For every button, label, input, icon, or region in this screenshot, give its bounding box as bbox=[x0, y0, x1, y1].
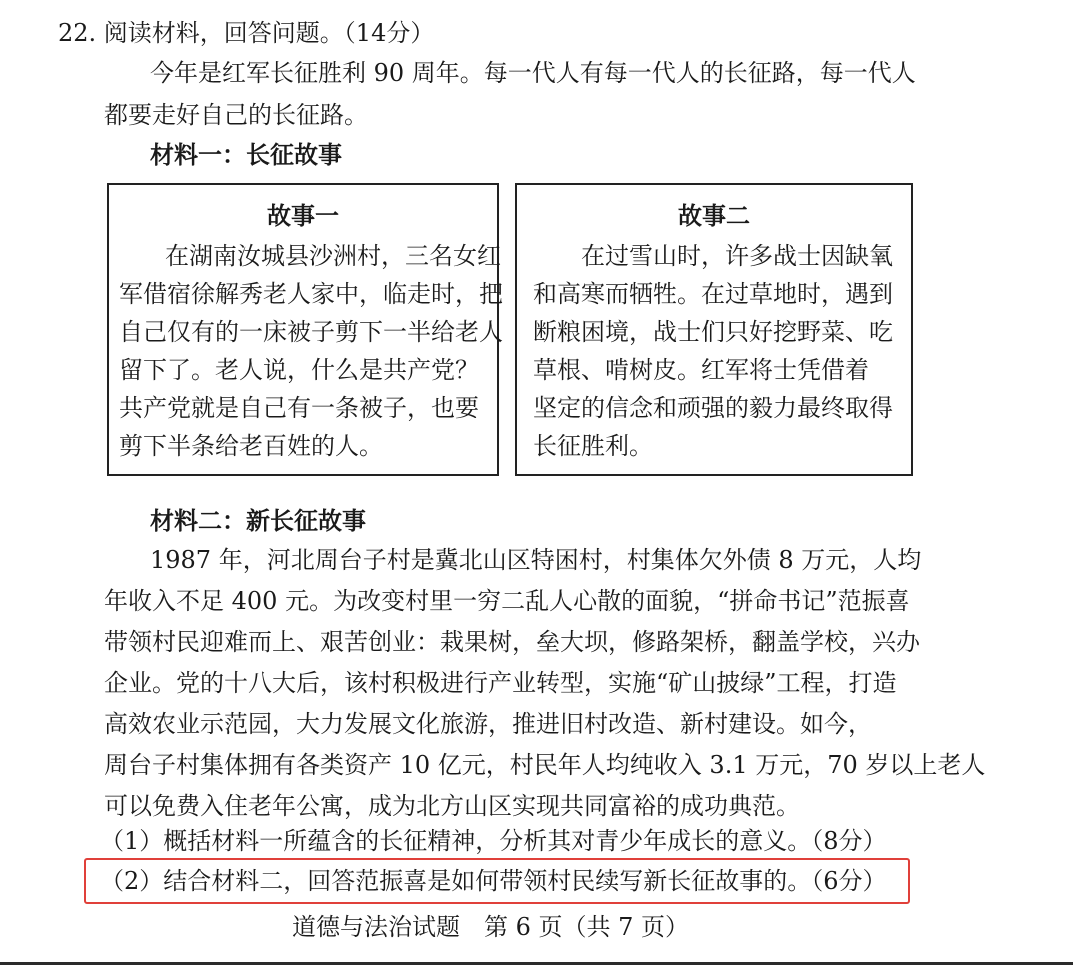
sub-question-1: （1）概括材料一所蕴含的长征精神，分析其对青少年成长的意义。（8分） bbox=[100, 827, 887, 855]
intro-line-1: 今年是红军长征胜利 90 周年。每一代人有每一代人的长征路，每一代人 bbox=[150, 59, 916, 87]
story-two-line-5: 坚定的信念和顽强的毅力最终取得 bbox=[533, 394, 893, 422]
material-two-line-3: 带领村民迎难而上、艰苦创业：栽果树，垒大坝，修路架桥，翻盖学校，兴办 bbox=[104, 628, 920, 656]
story-two-line-3: 断粮困境，战士们只好挖野菜、吃 bbox=[533, 318, 893, 346]
story-two-line-1: 在过雪山时，许多战士因缺氧 bbox=[581, 242, 893, 270]
question-header: 22. 阅读材料，回答问题。（14分） bbox=[58, 19, 435, 47]
story-one-title: 故事一 bbox=[267, 201, 339, 230]
material-two-line-4: 企业。党的十八大后，该村积极进行产业转型，实施“矿山披绿”工程，打造 bbox=[104, 669, 897, 697]
sub-question-2: （2）结合材料二，回答范振喜是如何带领村民续写新长征故事的。（6分） bbox=[100, 867, 887, 895]
material-two-line-1: 1987 年，河北周台子村是冀北山区特困村，村集体欠外债 8 万元，人均 bbox=[150, 546, 922, 574]
material-two-line-7: 可以免费入住老年公寓，成为北方山区实现共同富裕的成功典范。 bbox=[104, 792, 800, 820]
footer-divider bbox=[0, 962, 1073, 965]
story-two-title: 故事二 bbox=[678, 201, 750, 230]
story-one-line-3: 自己仅有的一床被子剪下一半给老人 bbox=[119, 318, 503, 346]
material-two-line-6: 周台子村集体拥有各类资产 10 亿元，村民年人均纯收入 3.1 万元，70 岁以上老人 bbox=[104, 751, 986, 779]
story-one-line-2: 军借宿徐解秀老人家中，临走时，把 bbox=[119, 280, 503, 308]
material-two-line-5: 高效农业示范园，大力发展文化旅游，推进旧村改造、新村建设。如今， bbox=[104, 710, 872, 738]
story-one-box bbox=[107, 183, 503, 476]
story-one-line-1: 在湖南汝城县沙洲村，三名女红 bbox=[165, 242, 501, 270]
story-one-line-4: 留下了。老人说，什么是共产党？ bbox=[119, 356, 479, 384]
story-one-line-6: 剪下半条给老百姓的人。 bbox=[119, 432, 383, 460]
material-two-line-2: 年收入不足 400 元。为改变村里一穷二乱人心散的面貌，“拼命书记”范振喜 bbox=[104, 587, 910, 615]
material-two-heading: 材料二：新长征故事 bbox=[150, 506, 366, 535]
page-footer: 道德与法治试题 第 6 页（共 7 页） bbox=[292, 913, 690, 941]
story-two-box bbox=[515, 183, 913, 476]
story-two-line-2: 和高寒而牺牲。在过草地时，遇到 bbox=[533, 280, 893, 308]
story-one-line-5: 共产党就是自己有一条被子，也要 bbox=[119, 394, 479, 422]
material-one-heading: 材料一：长征故事 bbox=[150, 140, 342, 169]
intro-line-2: 都要走好自己的长征路。 bbox=[104, 101, 368, 129]
story-two-line-6: 长征胜利。 bbox=[533, 432, 653, 460]
story-two-line-4: 草根、啃树皮。红军将士凭借着 bbox=[533, 356, 869, 384]
